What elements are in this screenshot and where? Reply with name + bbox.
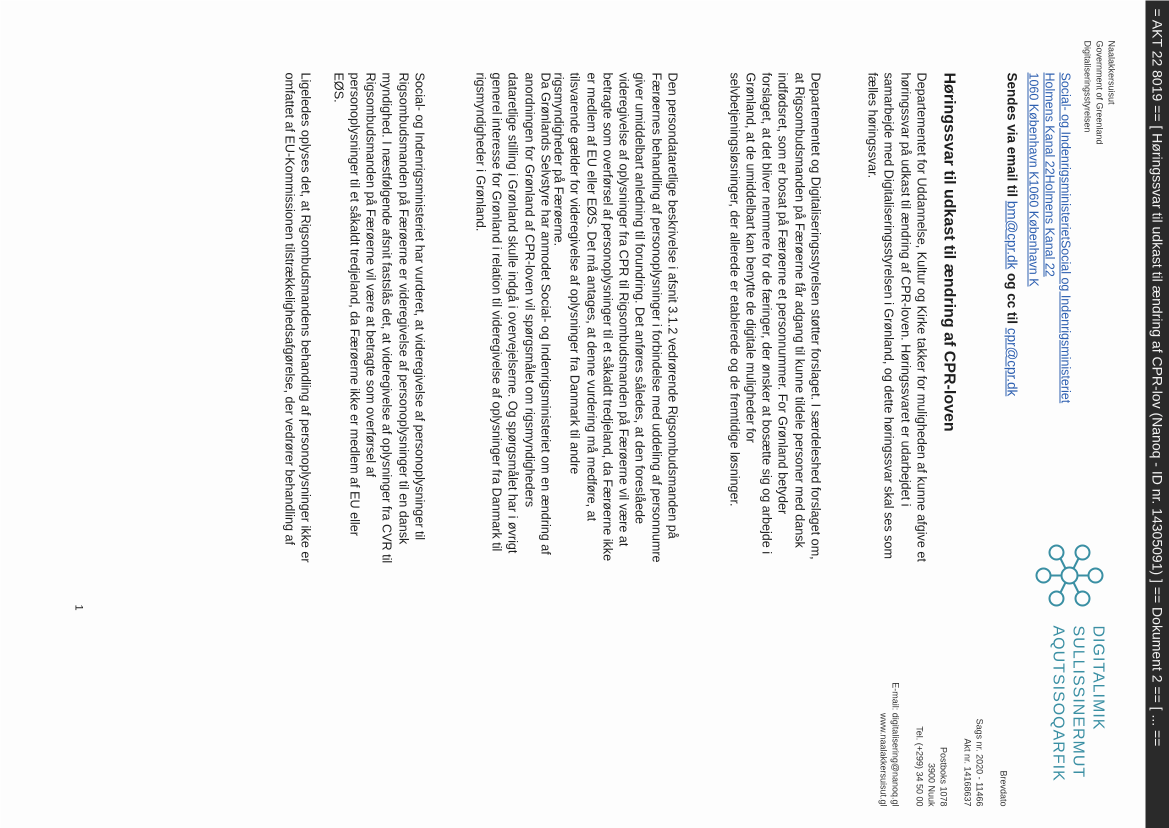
paragraph-line: fælles høringssvar. xyxy=(865,72,880,178)
paragraph-line: anordningen for Grønland af CPR-loven vil spørgsmålet om rigsmyndigheders xyxy=(521,72,536,507)
send-middle: og cc til xyxy=(1004,268,1019,328)
paragraph-line: personoplysninger til et såkaldt tredjeland, da Færøerne ikke er medlem af EU eller xyxy=(346,72,361,536)
paragraph-line: Grønland, at de umiddelbart kan benytte de digitale muligheder for xyxy=(742,72,757,443)
paragraph-line: betragte som overførsel af personoplysninger til et såkaldt tredjeland, da Færøerne ikke xyxy=(599,72,614,561)
paragraph-line: rigsmyndigheder på Færøerne. xyxy=(550,72,565,246)
sender-block xyxy=(1081,40,1117,144)
logo-line: AQUTSISOQARFIK xyxy=(1049,625,1066,782)
paragraph-line: Departementet for Uddannelse, Kultur og Kirke takker for muligheden af kunne afgive et xyxy=(914,72,928,562)
paragraph-line: Da Grønlands Selvstyre har anmodet Social- og Indenrigsministeriet om en ændring af xyxy=(538,72,552,555)
contact-line: Sags nr. 2020 - 11466 xyxy=(974,718,984,806)
paragraph-line: Departementet og Digitaliseringsstyrelsen støtter forslaget. I særdeleshed forslaget om, xyxy=(808,72,822,560)
contact-line: www.naalakkersuisut.gl xyxy=(878,712,888,806)
paragraph-line: tilsvarende gælder for videregivelse af oplysninger fra Danmark til andre xyxy=(567,72,582,474)
paragraph-line: EØS. xyxy=(330,72,345,103)
paragraph-line: dataretlige stilling i Grønland skulle indgå i overvejelserne. Og spørgsmålet har i øvrigt xyxy=(505,72,520,553)
paragraph-line: Færøernes behandling af personoplysninger i forbindelse med uddeling af personnumre xyxy=(648,72,663,563)
paragraph-line: Rigsombudsmanden på Færøerne er videregivelse af personoplysninger til en dansk xyxy=(395,72,410,544)
paragraph-line: at Rigsombudsmanden på Færøerne får adgang til kunne tildele personer med dansk xyxy=(791,72,806,548)
contact-line: Tel. (+299) 34 50 00 xyxy=(914,725,924,806)
addressee-line[interactable]: Holmens Kanal 22Holmens Kanal 22 xyxy=(1042,72,1056,277)
addressee-line[interactable]: Social- og IndenrigsministerietSocial og Indenrigsministeriet xyxy=(1058,72,1072,403)
addressee-line[interactable]: 1060 København K1060 København K xyxy=(1026,72,1040,287)
paragraph-line: generel interesse for Grønland i relation til videregivelse af oplysninger fra Danmark til xyxy=(489,72,504,551)
paragraph-line: Ligeledes oplyses det, at Rigsombudsmandens behandling af personoplysninger ikke er xyxy=(298,72,313,563)
email-link-bm[interactable]: bm@cpr.dk xyxy=(1004,200,1019,269)
send-instruction xyxy=(1004,72,1019,396)
paragraph-line: samarbejde med Digitaliseringsstyrelsen i Grønland, og dette høringssvar skal ses som xyxy=(881,72,896,559)
email-link-cpr[interactable]: cpr@cpr.dk xyxy=(1004,327,1019,396)
body-paragraph xyxy=(725,72,823,712)
logo-wordmark xyxy=(1047,625,1107,781)
contact-line: Akt nr. 14168637 xyxy=(962,737,972,806)
contact-line: Postboks 1078 xyxy=(938,746,948,806)
logo-line: SULLISSINERMUT xyxy=(1069,625,1086,778)
snowflake-logo-icon xyxy=(1029,535,1109,615)
contact-line xyxy=(985,576,997,806)
paragraph-line: Rigsombudsmanden på Færøerne vil være at betragte som overførsel af xyxy=(363,72,378,477)
page-number: 1 xyxy=(72,604,84,611)
paragraph-line: Den persondataretlige beskrivelse i afsnit 3.1.2 vedrørende Rigsombudsmanden på xyxy=(665,72,679,539)
sender-line: Digitaliseringsstyrelsen xyxy=(1082,40,1092,133)
contact-line: Brevdato xyxy=(998,769,1008,806)
paragraph-line: videregivelse af oplysninger fra CPR til Rigsombudsmanden på Færøerne vil være at xyxy=(616,72,631,546)
paragraph-line: Social- og Indenrigsministeriet har vurderet, at videregivelse af personoplysninger til xyxy=(412,72,426,540)
body-paragraph xyxy=(864,72,929,712)
send-prefix: Sendes via email til xyxy=(1004,72,1019,201)
scan-header-strip: = AKT 22 8019 == [ Høringssvar til udkast til ændring af CPR-lov (Nanoq - ID nr. 14305091) ] == Dokument 2 == [ ... == xyxy=(1145,0,1169,828)
body-paragraph xyxy=(472,72,553,712)
paragraph-line: er medlem af EU eller EØS. Det må antages, at denne vurdering må medføre, at xyxy=(583,72,598,521)
paragraph-line: giver umiddelbart anledning til forundring. Det anføres således, at den foreslåede xyxy=(632,72,647,524)
paragraph-line: høringssvar på udkast til ændring af CPR-loven. Høringssvaret er udarbejdet i xyxy=(897,72,912,506)
body-paragraph xyxy=(550,72,680,712)
logo-line: DIGITALIMIK xyxy=(1089,625,1106,730)
paragraph-line: indfødsret, som er bosat på Færøerne et personnummer. For Grønland betyder xyxy=(775,72,790,514)
paragraph-line: forslaget, at det bliver nemmere for de færinger, der ønsker at bosætte sig og arbejde i xyxy=(759,72,774,554)
paragraph-line: selvbetjeningsløsninger, der allerede er etablerede og de fremtidige løsninger. xyxy=(726,72,741,507)
contact-line: 3900 Nuuk xyxy=(926,762,936,806)
sender-line: Government of Greenland xyxy=(1094,40,1104,145)
body-paragraph xyxy=(281,72,427,712)
contact-line: E-mail: digitalisering@nanoq.gl xyxy=(890,681,900,806)
document-title: Høringssvar til udkast til ændring af CPR-loven xyxy=(940,72,957,432)
addressee-block xyxy=(1025,72,1073,403)
paragraph-line: myndighed. I næstfølgende afsnit fastslås det, at videregivelse af oplysninger fra CVR til xyxy=(379,72,394,563)
sender-line: Naalakkersuisut xyxy=(1106,40,1116,105)
paragraph-line: rigsmyndigheder i Grønland. xyxy=(472,72,487,231)
agency-logo xyxy=(999,535,1129,782)
contact-line xyxy=(949,576,961,806)
paragraph-line: omfattet af EU-Kommissionen tilstrækkelighedsafgørelse, der vedrører behandling af xyxy=(281,72,296,545)
